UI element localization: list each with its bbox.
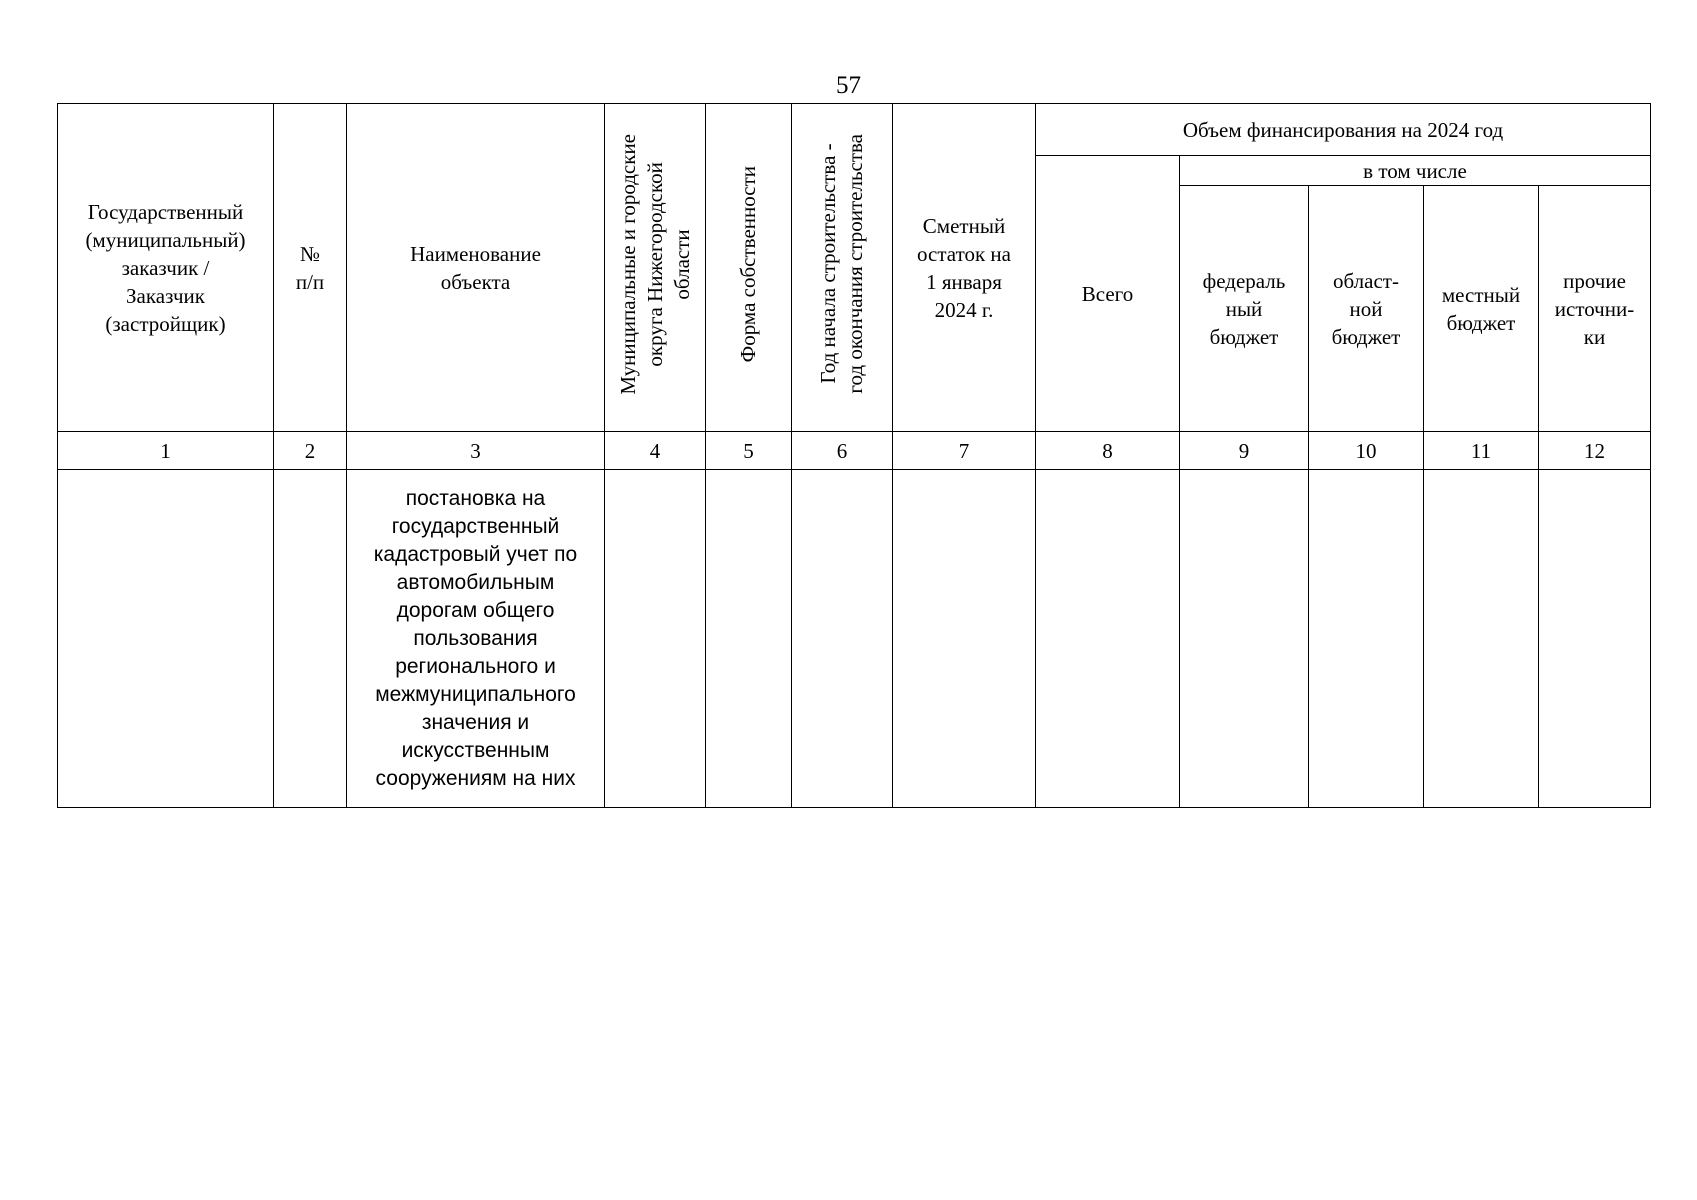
cell-object-name: постановка на государственный кадастровый учет по автомобильным дорогам общего пользования регионального и межмуниципального значения и искусственным сооружениям на них — [347, 470, 605, 808]
header-years-cell — [792, 104, 893, 432]
header-estimate: Сметный остаток на 1 января 2024 г. — [893, 104, 1036, 432]
cell-total — [1036, 470, 1180, 808]
cell-other — [1539, 470, 1651, 808]
column-number: 9 — [1180, 432, 1309, 470]
header-ownership-cell — [706, 104, 792, 432]
header-districts-cell — [605, 104, 706, 432]
page-number: 57 — [836, 72, 861, 99]
header-number: № п/п — [274, 104, 347, 432]
cell-customer — [58, 470, 274, 808]
table-row — [58, 470, 1651, 808]
header-other: прочие источни- ки — [1539, 186, 1651, 432]
header-total: Всего — [1036, 156, 1180, 432]
header-including: в том числе — [1180, 156, 1651, 186]
header-financing: Объем финансирования на 2024 год — [1036, 104, 1651, 156]
column-number: 4 — [605, 432, 706, 470]
header-regional: област- ной бюджет — [1309, 186, 1424, 432]
column-number: 3 — [347, 432, 605, 470]
header-object-name: Наименование объекта — [347, 104, 605, 432]
header-ownership: Форма собственности — [736, 165, 760, 363]
financing-table — [57, 103, 1651, 808]
cell-local — [1424, 470, 1539, 808]
cell-number — [274, 470, 347, 808]
header-federal: федераль ный бюджет — [1180, 186, 1309, 432]
cell-regional — [1309, 470, 1424, 808]
column-number: 5 — [706, 432, 792, 470]
cell-districts — [605, 470, 706, 808]
cell-estimate — [893, 470, 1036, 808]
header-districts: Муниципальные и городские округа Нижегородской области — [615, 133, 694, 395]
cell-years — [792, 470, 893, 808]
header-years: Год начала строительства - год окончания строительства — [816, 134, 867, 394]
cell-ownership — [706, 470, 792, 808]
column-number: 6 — [792, 432, 893, 470]
column-number: 10 — [1309, 432, 1424, 470]
column-number: 1 — [58, 432, 274, 470]
column-number: 11 — [1424, 432, 1539, 470]
column-number-row — [58, 432, 1651, 470]
column-number: 12 — [1539, 432, 1651, 470]
header-customer: Государственный (муниципальный) заказчик / Заказчик (застройщик) — [58, 104, 274, 432]
column-number: 8 — [1036, 432, 1180, 470]
column-number: 7 — [893, 432, 1036, 470]
header-row-1 — [58, 104, 1651, 156]
column-number: 2 — [274, 432, 347, 470]
header-local: местный бюджет — [1424, 186, 1539, 432]
cell-federal — [1180, 470, 1309, 808]
